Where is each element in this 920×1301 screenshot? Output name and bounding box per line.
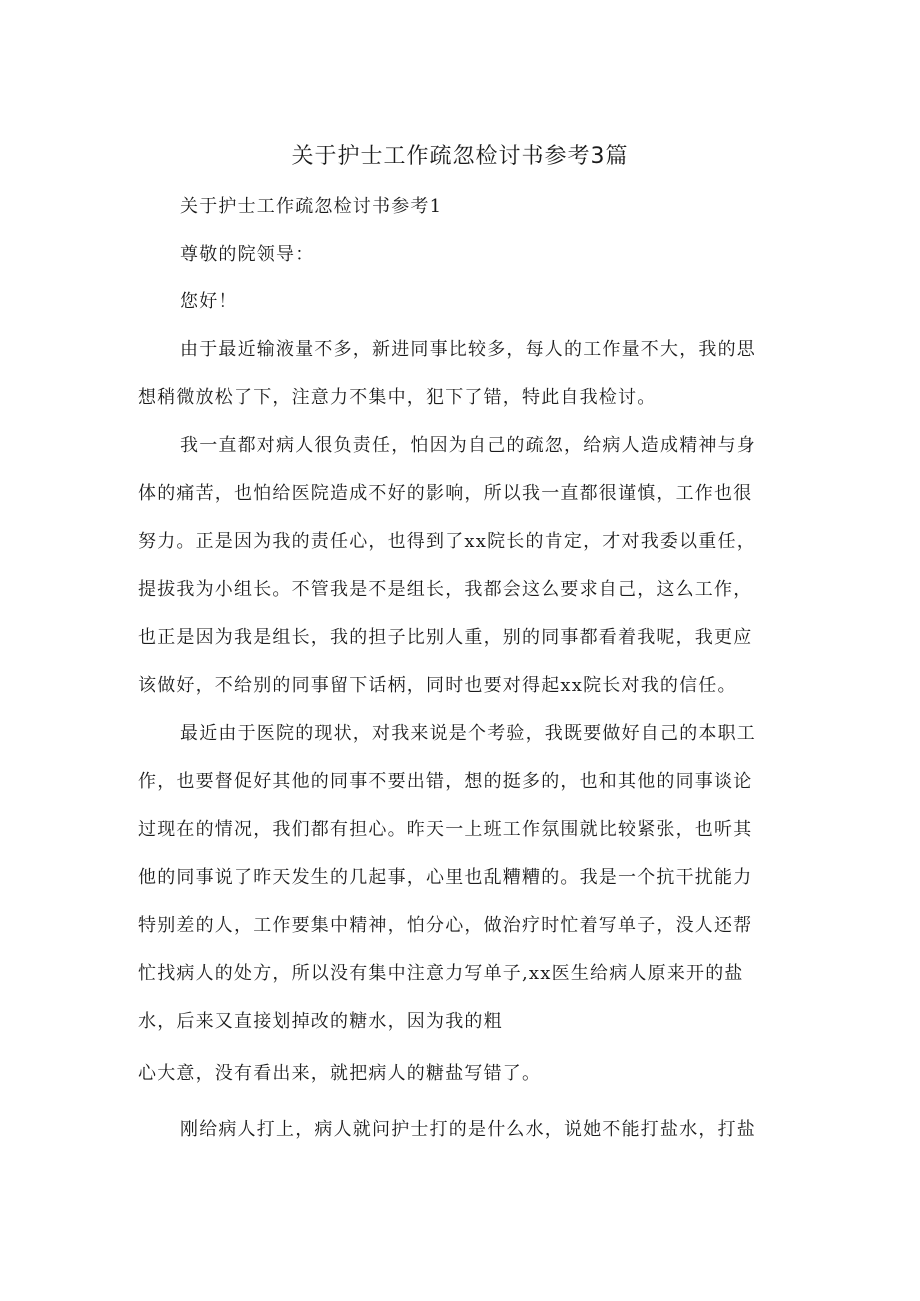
paragraph-line: 由于最近输液量不多，新进同事比较多，每人的工作量不大，我的思 (180, 339, 756, 360)
paragraph-line: 最近由于医院的现状，对我来说是个考验，我既要做好自己的本职工 (180, 723, 756, 744)
paragraph-line: 心大意，没有看出来，就把病人的糖盐写错了。 (138, 1063, 542, 1084)
paragraph-line: 我一直都对病人很负责任，怕因为自己的疏忽，给病人造成精神与身 (180, 435, 756, 456)
paragraph-line: 特别差的人，工作要集中精神，怕分心，做治疗时忙着写单子，没人还帮 (138, 915, 753, 936)
paragraph-line: 想稍微放松了下，注意力不集中，犯下了错，特此自我检讨。 (138, 387, 657, 408)
paragraph-line: 体的痛苦，也怕给医院造成不好的影响，所以我一直都很谨慎，工作也很 (138, 483, 753, 504)
paragraph-line: 该做好，不给别的同事留下话柄，同时也要对得起xx院长对我的信任。 (138, 675, 737, 696)
greeting: 您好！ (180, 291, 238, 312)
paragraph-line: 过现在的情况，我们都有担心。昨天一上班工作氛围就比较紧张，也听其 (138, 819, 753, 840)
salutation: 尊敬的院领导： (180, 244, 315, 265)
section-heading: 关于护士工作疏忽检讨书参考1 (180, 196, 443, 217)
paragraph-line: 忙找病人的处方，所以没有集中注意力写单子,xx医生给病人原来开的盐 (138, 963, 744, 984)
paragraph-line: 提拔我为小组长。不管我是不是组长，我都会这么要求自己，这么工作， (138, 579, 753, 600)
paragraph-line: 努力。正是因为我的责任心，也得到了xx院长的肯定，才对我委以重任， (138, 531, 756, 552)
paragraph-line: 水，后来又直接划掉改的糖水，因为我的粗 (138, 1011, 503, 1032)
paragraph-line: 也正是因为我是组长，我的担子比别人重，别的同事都看着我呢，我更应 (138, 627, 753, 648)
paragraph-line: 他的同事说了昨天发生的几起事，心里也乱糟糟的。我是一个抗干扰能力 (138, 867, 753, 888)
document-title: 关于护士工作疏忽检讨书参考3篇 (291, 144, 629, 169)
paragraph-line: 刚给病人打上，病人就问护士打的是什么水，说她不能打盐水，打盐 (180, 1119, 756, 1140)
paragraph-line: 作，也要督促好其他的同事不要出错，想的挺多的，也和其他的同事谈论 (138, 771, 753, 792)
